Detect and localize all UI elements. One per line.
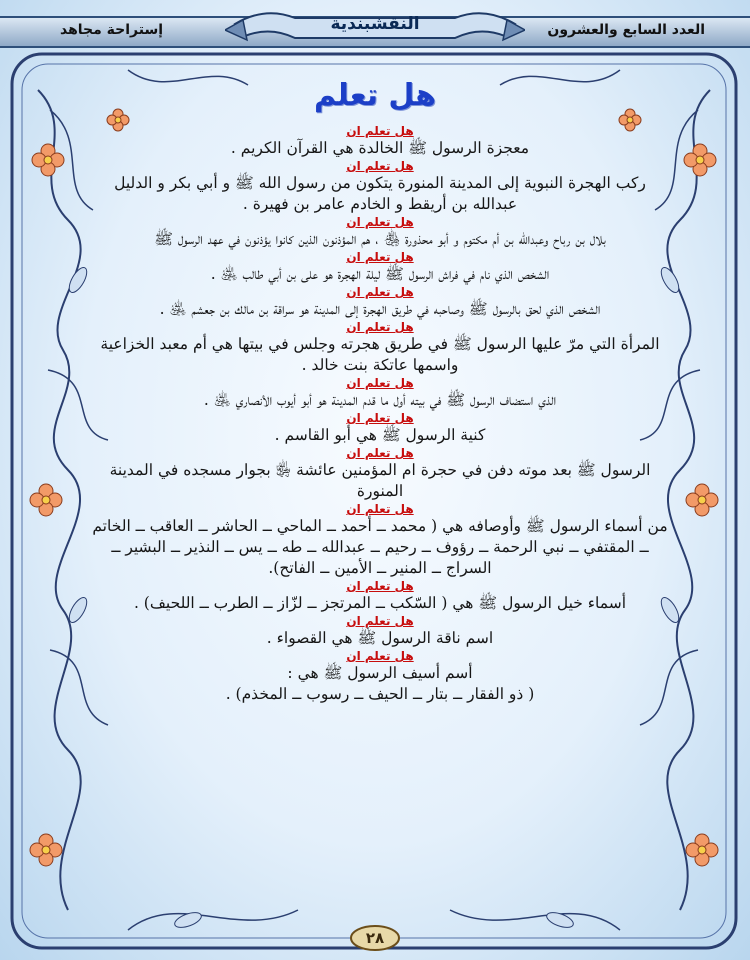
- list-item: [90, 502, 670, 579]
- question-heading: هل تعلم ان: [346, 250, 414, 264]
- question-heading: هل تعلم ان: [346, 649, 414, 663]
- list-item: [90, 411, 670, 446]
- fact-text: أسماء خيل الرسول ﷺ هي ( السّكب ــ المرتجز ــ لزّاز ــ الطرب ــ اللحيف) .: [133, 594, 627, 612]
- list-item: [90, 579, 670, 614]
- list-item: [90, 649, 670, 705]
- question-heading: هل تعلم ان: [346, 376, 414, 390]
- fact-text: معجزة الرسول ﷺ الخالدة هي القرآن الكريم .: [230, 139, 530, 157]
- list-item: [90, 376, 670, 411]
- fact-text: اسم ناقة الرسول ﷺ هي القصواء .: [266, 629, 494, 647]
- fact-text: بلال بن رباح وعبدالله بن أم مكتوم و أبو محذورة ﵃ ، هم المؤذنون الذين كانوا يؤذنون في عهد الرسول ﷺ: [154, 230, 606, 248]
- question-heading: هل تعلم ان: [346, 502, 414, 516]
- question-heading: هل تعلم ان: [346, 614, 414, 628]
- list-item: [90, 215, 670, 250]
- question-heading: هل تعلم ان: [346, 579, 414, 593]
- list-item: [90, 250, 670, 285]
- fact-text: المرأة التي مرّ عليها الرسول ﷺ في طريق هجرته وجلس في بيتها هي أم معبد الخزاعية واسمها عاتكة بنت خالد .: [100, 335, 660, 374]
- fact-text: الرسول ﷺ بعد موته دفن في حجرة ام المؤمنين عائشة ﵂ بجوار مسجده في المدينة المنورة: [109, 461, 651, 500]
- list-item: [90, 285, 670, 320]
- page-title: هل تعلم: [314, 78, 436, 113]
- list-item: [90, 614, 670, 649]
- question-heading: هل تعلم ان: [346, 159, 414, 173]
- question-heading: هل تعلم ان: [346, 124, 414, 138]
- list-item: [90, 124, 670, 159]
- question-heading: هل تعلم ان: [346, 446, 414, 460]
- fact-text: أسم أسيف الرسول ﷺ هي :: [287, 664, 473, 682]
- list-item: [90, 320, 670, 376]
- did-you-know-list: [90, 124, 670, 705]
- section-label: إستراحة مجاهد: [60, 22, 164, 38]
- fact-text: الشخص الذي لحق بالرسول ﷺ وصاحبه في طريق الهجرة إلى المدينة هو سراقة بن مالك بن جعشم ﵁ .: [159, 300, 601, 318]
- question-heading: هل تعلم ان: [346, 215, 414, 229]
- fact-text: من أسماء الرسول ﷺ وأوصافه هي ( محمد ــ أحمد ــ الماحي ــ الحاشر ــ العاقب ــ الخاتم ــ المقتفي ــ نبي الرحمة ــ رؤوف ــ رحيم ــ عبدالله ــ طه ــ يس ــ النذير ــ البشير ــ السراج ــ المنير ــ الأمين ــ الفاتح).: [92, 517, 668, 577]
- page-number: ٢٨: [365, 929, 385, 947]
- fact-text: ركب الهجرة النبوية إلى المدينة المنورة يتكون من رسول الله ﷺ و أبي بكر و الدليل عبدالله بن أريقط و الخادم عامر بن فهيرة .: [114, 174, 646, 213]
- issue-label: العدد السابع والعشرون: [547, 22, 705, 38]
- fact-text: كنية الرسول ﷺ هي أبو القاسم .: [274, 426, 486, 444]
- list-item: [90, 159, 670, 215]
- list-item: [90, 446, 670, 502]
- question-heading: هل تعلم ان: [346, 285, 414, 299]
- question-heading: هل تعلم ان: [346, 411, 414, 425]
- ribbon-title: النقشبندية: [330, 14, 420, 34]
- fact-text-continued: ( ذو الفقار ــ بتار ــ الحيف ــ رسوب ــ المخذم) .: [225, 685, 535, 703]
- question-heading: هل تعلم ان: [346, 320, 414, 334]
- fact-text: الذي استضاف الرسول ﷺ في بيته أول ما قدم المدينة هو أبو أيوب الأنصاري ﵁ .: [203, 391, 557, 409]
- fact-text: الشخص الذي نام في فراش الرسول ﷺ ليلة الهجرة هو على بن أبي طالب ﵁ .: [210, 265, 550, 283]
